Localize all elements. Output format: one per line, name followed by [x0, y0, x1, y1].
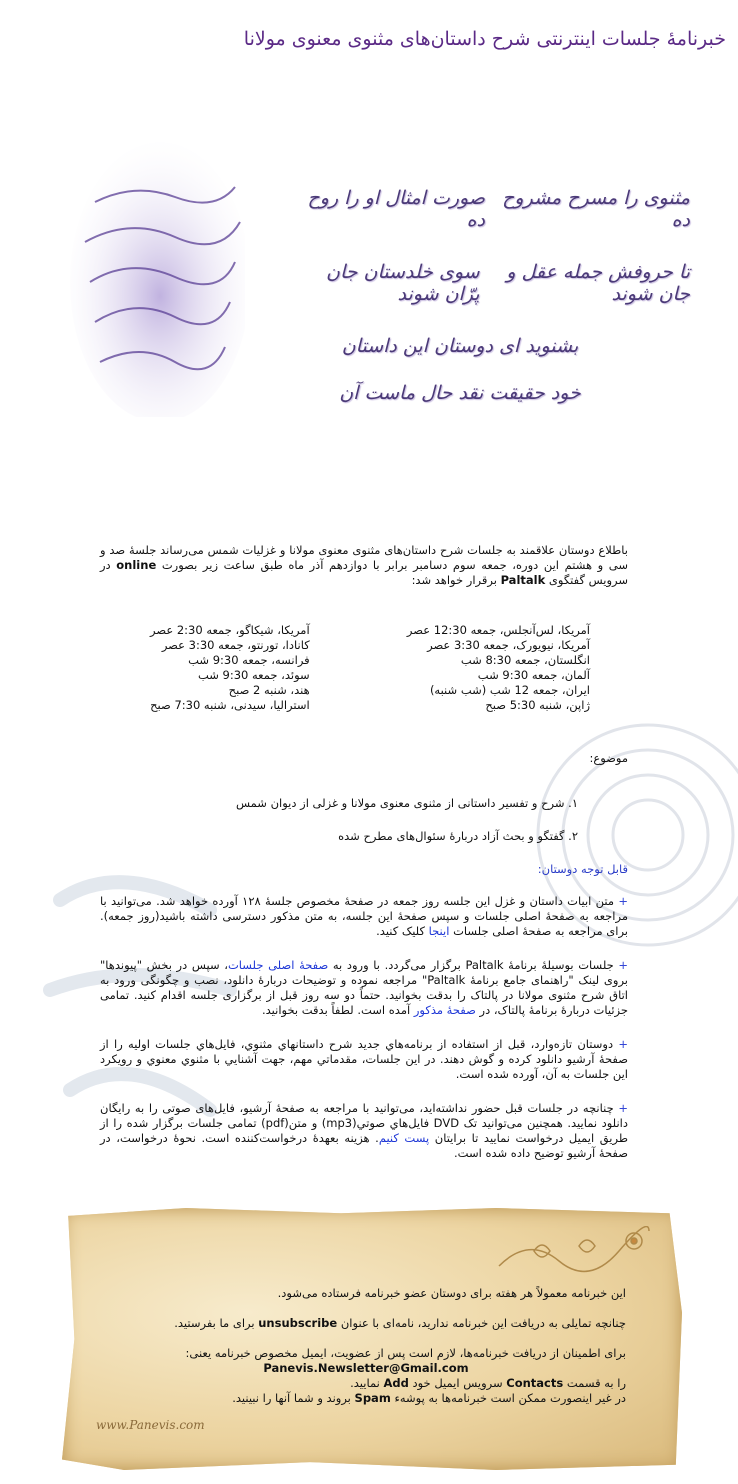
newsletter-email-link[interactable]: Panevis.Newsletter@Gmail.com	[263, 1361, 469, 1375]
intro-text: در سرویس گفتگوی	[100, 558, 628, 587]
schedule-item: فرانسه، جمعه 9:30 شب	[188, 653, 310, 667]
schedule-item: ایران، جمعه 12 شب (شب شنبه)	[429, 683, 590, 697]
notice-text: دوستان تازه‌وارد، قبل از استفاده از برنامه‌هاي جديد شرح داستانهاي مثنوي، فايل‌هاي جلسات اوليه را از صفحۀ آرشيو دانلود کرده و گوش دهند. در اين جلسات، مقدماتي مهم، جهت آشنايي با مثنوي معنوي و رويکرد اين جلسات به آن، آورده شده است.	[100, 1037, 628, 1081]
notice-text: کلیک کنید.	[376, 924, 425, 938]
poem-line: صورت امثال او را روح ده	[307, 187, 485, 231]
notice-text: ، سپس در بخش "پیوندها" بروی لینک "راهنمای جامع برنامۀ Paltalk" مراجعه نموده و توضیحات دربارۀ دانلود، نصب و چگونگی ورود به اتاق شرح مثنوی مولانا در پالتاک را بدقت بخوانید. حتماً دو سه روز قبل از برگزاری جلسه اقدام کنید. تمامی جزئیات دربارۀ برنامۀ پالتاک، در	[100, 958, 628, 1017]
intro-text: باطلاع دوستان علاقمند به جلسات شرح داستان‌های مثنوی معنوی مولانا و غزلیات شمس می‌رساند جلسۀ صد و سی و هشتم این دوره، جمعه سوم دسامبر برابر با دوازدهم آذر ماه طبق ساعت زیر بصورت	[100, 543, 628, 572]
footer-text	[106, 1286, 626, 1406]
schedule-item: استرالیا، سیدنی، شنبه 7:30 صبح	[150, 698, 310, 712]
intro-text: برقرار خواهد شد:	[411, 573, 497, 587]
poem-line: سوی خلدستان جان پرّان شوند	[326, 261, 480, 305]
poem-line: تا حروفش جمله عقل و جان شوند	[506, 261, 690, 305]
plus-icon: +	[618, 1101, 628, 1115]
add-label: Add	[383, 1376, 409, 1390]
paltalk-guide-link[interactable]: صفحۀ مذکور	[413, 1003, 476, 1017]
topic-item: ۲. گفتگو و بحث آزاد دربارۀ سئوال‌های مطرح شده	[338, 828, 578, 843]
floral-ornament-icon	[494, 1226, 656, 1276]
footer-line: چنانچه تمایلی به دریافت این خبرنامه ندارید، نامه‌ای با عنوان unsubscribe برای ما بفرستید.	[174, 1316, 626, 1330]
schedule-item: ژاپن، شنبه 5:30 صبح	[485, 698, 590, 712]
footer-line: این خبرنامه معمولاً هر هفته برای دوستان عضو خبرنامه فرستاده می‌شود.	[277, 1286, 626, 1300]
notice-text: جلسات بوسیلۀ برنامۀ Paltalk برگزار می‌گردد. با ورود به	[332, 958, 614, 972]
schedule-item: آمریکا، شیکاگو، جمعه 2:30 عصر	[150, 623, 310, 637]
schedule-item: آمریکا، لس‌آنجلس، جمعه 12:30 عصر	[406, 623, 590, 637]
notice-text: متن ابیات داستان و غزل این جلسه روز جمعه در صفحۀ مخصوص جلسۀ ۱۲۸ آورده خواهد شد. می‌توانید با مراجعه به صفحۀ اصلی جلسات و سپس صفحۀ این جلسه، به متن مذکور دسترسی داشته باشید(روز جمعه). برای مراجعه به صفحۀ اصلی جلسات	[100, 894, 628, 938]
topics-list	[236, 796, 618, 862]
poem-line: مثنوی را مسرح مشروح ده	[502, 187, 690, 231]
spam-label: Spam	[354, 1391, 391, 1405]
schedule-column-left	[150, 623, 310, 713]
notice-item	[100, 894, 628, 939]
sessions-page-link[interactable]: اینجا	[428, 924, 450, 938]
plus-icon: +	[618, 1037, 629, 1051]
notices-list	[100, 894, 628, 1180]
paltalk-label: Paltalk	[500, 573, 546, 587]
poem-line: بشنوید ای دوستان این داستان	[341, 335, 579, 357]
post-request-link[interactable]: پست کنیم	[378, 1131, 430, 1145]
notice-text: . هزینه بعهدۀ درخواست‌کننده است. نحوۀ درخواست، در صفحۀ آرشیو توضیح داده شده است.	[100, 1131, 628, 1160]
schedule-table	[150, 623, 590, 713]
schedule-item: هند، شنبه 2 صبح	[228, 683, 310, 697]
schedule-item: آلمان، جمعه 9:30 شب	[477, 668, 590, 682]
main-sessions-link[interactable]: صفحۀ اصلی جلسات	[227, 958, 329, 972]
schedule-item: کانادا، تورنتو، جمعه 3:30 عصر	[161, 638, 310, 652]
notice-text: آمده است. لطفاً بدقت بخوانید.	[261, 1003, 411, 1017]
hero-calligraphy	[60, 112, 700, 442]
poem-line: خود حقیقت نقد حال ماست آن	[339, 382, 581, 404]
notice-item	[100, 1101, 628, 1161]
notices-heading: قابل توجه دوستان:	[537, 862, 628, 876]
calligraphy-ornament-icon	[70, 112, 245, 417]
footer-line: را به قسمت Contacts سرویس ایمیل خود Add نمایید.	[350, 1376, 626, 1390]
plus-icon: +	[618, 958, 629, 972]
intro-paragraph	[100, 543, 628, 588]
page-title: خبرنامۀ جلسات اینترنتی شرح داستان‌های مثنوی معنوی مولانا	[243, 28, 726, 50]
footer-line: در غیر اینصورت ممکن است خبرنامه‌ها به پوشهء Spam بروند و شما آنها را نبینید.	[232, 1391, 626, 1405]
topics-heading: موضوع:	[589, 751, 628, 765]
site-url: www.Panevis.com	[96, 1418, 205, 1432]
notice-text: چنانچه در جلسات قبل حضور نداشته‌اید، می‌توانید با مراجعه به صفحۀ آرشیو، فایل‌های صوتی را به رایگان دانلود نمایید. همچنین می‌توانید تک DVD فایل‌هاي صوتي(mp3) و متن(pdf) تمامی جلسات برگزار شده را از طریق ایمیل درخواست نمایید تا برایتان	[100, 1101, 629, 1145]
footer-line: برای اطمینان از دریافت خبرنامه‌ها، لازم است پس از عضویت، ایمیل مخصوص خبرنامه یعنی:	[185, 1346, 626, 1360]
schedule-item: انگلستان، جمعه 8:30 شب	[460, 653, 590, 667]
notice-item	[100, 1037, 628, 1082]
online-label: online	[116, 558, 157, 572]
notice-item	[100, 958, 628, 1018]
schedule-item: آمریکا، نیویورک، جمعه 3:30 عصر	[427, 638, 590, 652]
plus-icon: +	[618, 894, 628, 908]
topic-item: ۱. شرح و تفسیر داستانی از مثنوی معنوی مولانا و غزلی از دیوان شمس	[235, 795, 578, 810]
unsubscribe-label: unsubscribe	[258, 1316, 338, 1330]
schedule-column-right	[407, 623, 590, 713]
contacts-label: Contacts	[506, 1376, 564, 1390]
poem-verses	[290, 187, 690, 429]
schedule-item: سوئد، جمعه 9:30 شب	[197, 668, 310, 682]
